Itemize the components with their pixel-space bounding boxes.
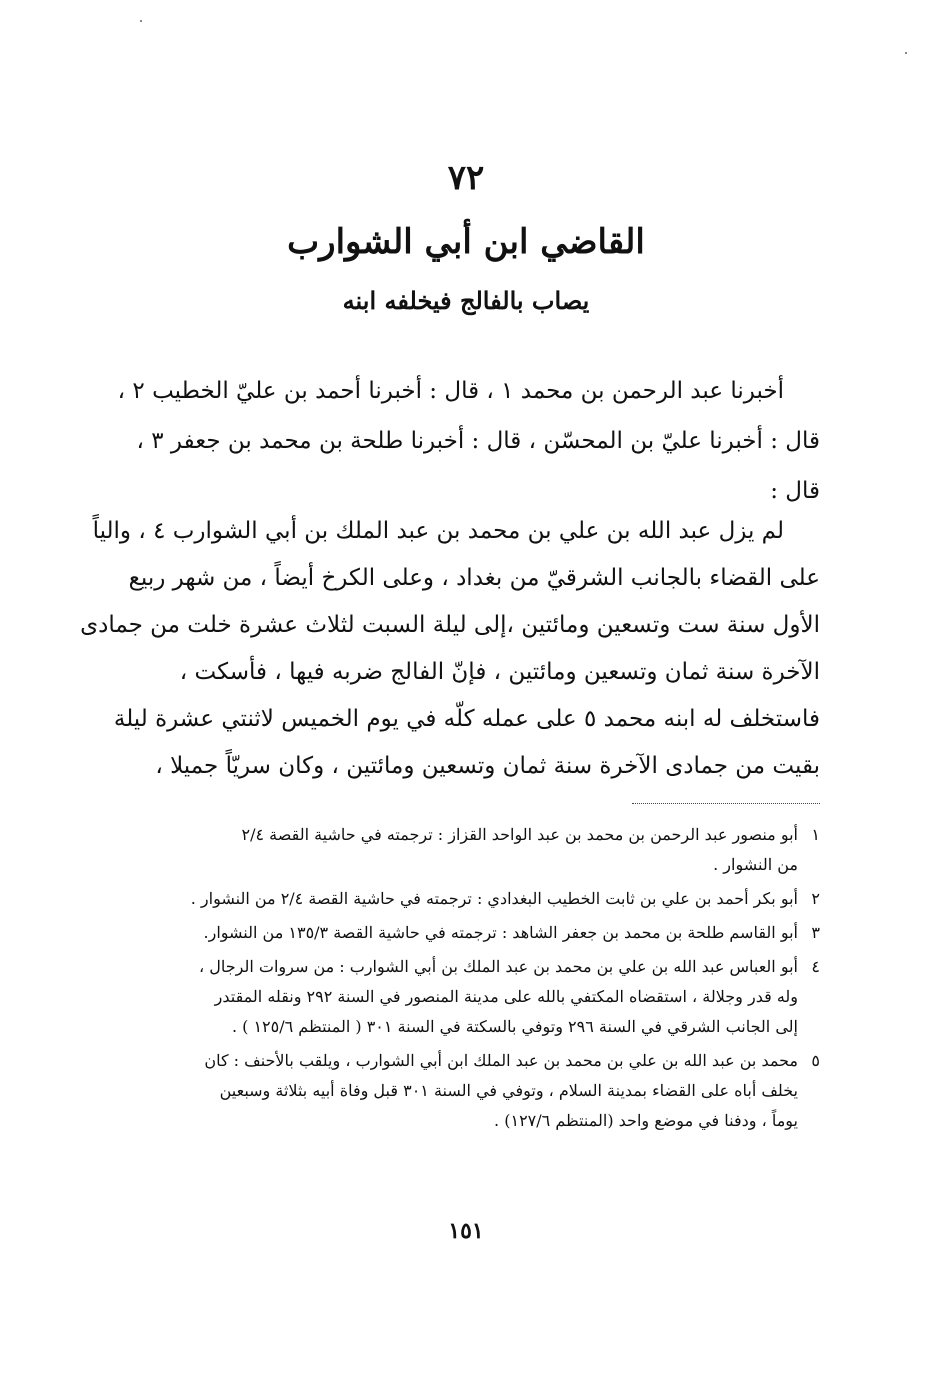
narrative-line: فاستخلف له ابنه محمد ٥ على عمله كلّه في يوم الخميس لاثنتي عشرة ليلة (113, 706, 820, 732)
isnad-line: أخبرنا عبد الرحمن بن محمد ١ ، قال : أخبرنا أحمد بن عليّ الخطيب ٢ ، (117, 378, 784, 404)
narrative-line: لم يزل عبد الله بن علي بن محمد بن عبد الملك بن أبي الشوارب ٤ ، والياً (92, 518, 784, 544)
story-number: ٧٢ (447, 158, 485, 198)
footnote (140, 918, 820, 948)
footnote-number: ٣ (811, 923, 820, 942)
footnote (140, 884, 820, 914)
isnad-line: قال : (770, 478, 820, 504)
footnote (140, 820, 820, 880)
footnote-line: أبو منصور عبد الرحمن بن محمد بن عبد الواحد القزاز : ترجمته في حاشية القصة ٢/٤ (241, 825, 798, 844)
footnote-line: من النشوار . (713, 855, 798, 874)
narrative-line: الأول سنة ست وتسعين ومائتين ،إلى ليلة السبت لثلاث عشرة خلت من جمادى (80, 612, 820, 638)
footnote-line: أبو بكر أحمد بن علي بن ثابت الخطيب البغدادي : ترجمته في حاشية القصة ٢/٤ من النشوار . (190, 889, 798, 908)
footnote-line: يوماً ، ودفنا في موضع واحد (المنتظم ١٢٧/٦) . (494, 1111, 798, 1130)
footnote-line: إلى الجانب الشرقي في السنة ٢٩٦ وتوفي بالسكتة في السنة ٣٠١ ( المنتظم ١٢٥/٦ ) . (231, 1017, 798, 1036)
narrative-paragraph (80, 508, 820, 790)
footnote-line: أبو العباس عبد الله بن علي بن محمد بن عبد الملك بن أبي الشوارب : من سروات الرجال ، (199, 957, 798, 976)
footnote-line: يخلف أباه على القضاء بمدينة السلام ، وتوفي في السنة ٣٠١ قبل وفاة أبيه بثلاثة وسبعين (219, 1081, 798, 1100)
footnote (140, 952, 820, 1042)
narrative-line: بقيت من جمادى الآخرة سنة ثمان وتسعين ومائتين ، وكان سريّاً جميلا ، (155, 753, 820, 779)
narrative-line: على القضاء بالجانب الشرقيّ من بغداد ، وعلى الكرخ أيضاً ، من شهر ربيع (128, 565, 820, 591)
footnote-line: أبو القاسم طلحة بن محمد بن جعفر الشاهد : ترجمته في حاشية القصة ١٣٥/٣ من النشوار. (203, 923, 798, 942)
story-title: القاضي ابن أبي الشوارب (287, 222, 645, 262)
story-subtitle: يصاب بالفالج فيخلفه ابنه (342, 286, 590, 315)
isnad-paragraph (117, 366, 820, 516)
footnotes (140, 820, 820, 1140)
footnote-number: ٥ (811, 1051, 820, 1070)
isnad-line: قال : أخبرنا عليّ بن المحسّن ، قال : أخبرنا طلحة بن محمد بن جعفر ٣ ، (136, 428, 820, 454)
narrative-line: الآخرة سنة ثمان وتسعين ومائتين ، فإنّ الفالج ضربه فيها ، فأسكت ، (179, 659, 820, 685)
footnote-line: محمد بن عبد الله بن علي بن محمد بن عبد الملك ابن أبي الشوارب ، ويلقب بالأحنف : كان (204, 1051, 798, 1070)
page-number: ١٥١ (448, 1218, 484, 1244)
scan-speck (140, 20, 142, 22)
footnote-number: ٤ (811, 957, 820, 976)
footnote-line: وله قدر وجلالة ، استقضاه المكتفي بالله على مدينة المنصور في السنة ٢٩٢ ونقله المقتدر (214, 987, 798, 1006)
footnote-separator (632, 803, 820, 804)
scan-speck (905, 52, 907, 54)
footnote-number: ١ (811, 825, 820, 844)
footnote-number: ٢ (811, 889, 820, 908)
footnote (140, 1046, 820, 1136)
